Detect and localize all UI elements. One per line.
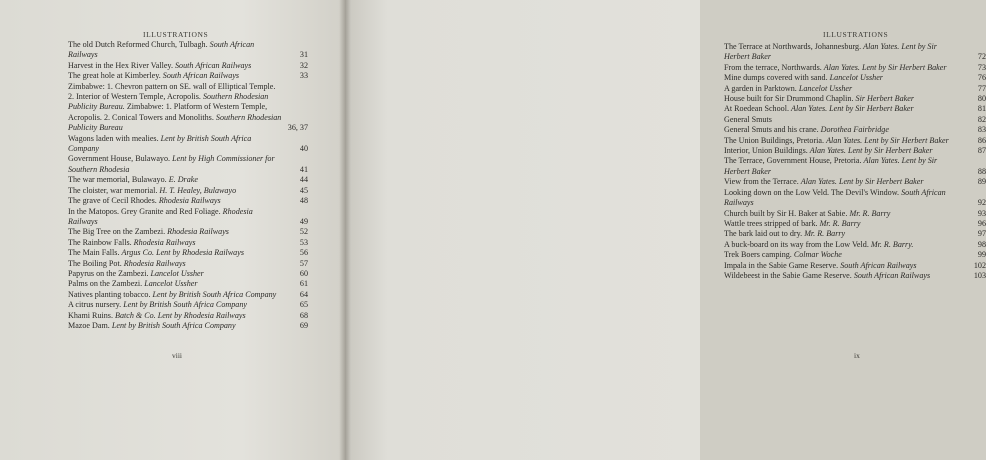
caption	[68, 238, 282, 248]
caption	[68, 279, 282, 289]
page-number: viii	[172, 351, 183, 360]
plate-page-number: 64	[299, 289, 308, 299]
list-item	[724, 73, 986, 83]
caption-title: A garden in Parktown.	[724, 83, 797, 93]
photo-credit: Rhodesia Railways	[68, 206, 253, 226]
photo-credit: H. T. Healey, Bulawayo	[159, 185, 237, 195]
list-item	[68, 238, 308, 248]
caption-title: The Terrace at Northwards, Johannesburg.	[724, 42, 862, 51]
caption-title: Harvest in the Hex River Valley.	[68, 60, 173, 70]
plate-page-number: 49	[299, 216, 308, 226]
photo-credit: Lent by British South Africa Company	[152, 289, 277, 299]
plate-page-number: 60	[299, 268, 308, 278]
caption-title: Impala in the Sabie Game Reserve.	[724, 260, 839, 270]
left-page	[0, 0, 345, 460]
photo-credit: Rhodesia Railways	[133, 237, 196, 247]
caption	[724, 250, 960, 260]
caption-title: Wagons laden with mealies.	[68, 133, 159, 143]
plate-page-number: 68	[299, 310, 308, 320]
caption	[724, 84, 960, 94]
plate-page-number: 87	[977, 146, 986, 156]
caption	[68, 311, 282, 321]
plate-page-number: 31	[299, 50, 308, 60]
list-item	[724, 104, 986, 114]
caption-title: House built for Sir Drummond Chaplin.	[724, 94, 854, 104]
caption-title: From the terrace, Northwards.	[724, 62, 822, 72]
caption-title: The Boiling Pot.	[68, 258, 122, 268]
list-item	[68, 207, 308, 228]
list-item	[68, 269, 308, 279]
list-item	[68, 196, 308, 206]
photo-credit: Mr. R. Barry	[804, 229, 846, 239]
photo-credit: Southern Rhodesian Publicity Bureau.	[68, 92, 269, 112]
caption	[68, 269, 282, 279]
list-item	[68, 248, 308, 258]
caption	[724, 240, 960, 250]
caption-title: A citrus nursery.	[68, 300, 122, 310]
plate-page-number: 98	[977, 239, 986, 249]
plate-page-number: 45	[299, 185, 308, 195]
photo-credit: Lancelot Ussher	[150, 268, 204, 278]
plate-page-number: 72	[977, 52, 986, 62]
plate-page-number: 73	[977, 62, 986, 72]
list-item	[68, 134, 308, 155]
list-item	[724, 261, 986, 271]
photo-credit: Argus Co. Lent by Rhodesia Railways	[121, 248, 244, 258]
list-item	[68, 61, 308, 71]
caption	[724, 63, 960, 73]
caption-title: Natives planting tobacco.	[68, 289, 151, 299]
plate-page-number: 76	[977, 73, 986, 83]
list-item	[68, 175, 308, 185]
photo-credit: Rhodesia Railways	[158, 196, 221, 206]
photo-credit: Alan Yates. Lent by Sir Herbert Baker	[823, 62, 947, 72]
caption	[68, 71, 282, 81]
list-item	[724, 250, 986, 260]
caption-title: General Smuts and his crane.	[724, 125, 819, 135]
list-item	[68, 321, 308, 331]
photo-credit: South African Railways	[724, 187, 946, 208]
list-item	[724, 177, 986, 187]
caption-title: View from the Terrace.	[724, 177, 799, 187]
caption-title: Zimbabwe: 1. Platform of Western Temple, Acropolis. 2. Conical Towers and Monoliths.	[68, 102, 268, 122]
photo-credit: Colmar Woche	[793, 250, 842, 260]
caption	[68, 175, 282, 185]
photo-credit: Alan Yates. Lent by Sir Herbert Baker	[724, 42, 937, 62]
caption-title: Mazoe Dam.	[68, 320, 110, 330]
list-item	[724, 156, 986, 177]
caption	[724, 219, 960, 229]
caption-title: The bark laid out to dry.	[724, 229, 803, 239]
list-item	[724, 63, 986, 73]
caption	[68, 40, 282, 61]
running-head: ILLUSTRATIONS	[143, 30, 209, 39]
photo-credit: Batch & Co. Lent by Rhodesia Railways	[115, 310, 246, 320]
plate-page-number: 40	[299, 144, 308, 154]
caption-title: The grave of Cecil Rhodes.	[68, 196, 157, 206]
caption	[724, 229, 960, 239]
caption	[724, 115, 960, 125]
caption	[724, 73, 960, 83]
plate-page-number: 36, 37	[287, 123, 308, 133]
photo-credit: Rhodesia Railways	[167, 227, 229, 237]
caption	[68, 196, 282, 206]
list-item	[68, 290, 308, 300]
plate-page-number: 96	[977, 218, 986, 228]
list-item	[724, 229, 986, 239]
list-item	[724, 42, 986, 63]
plate-page-number: 103	[973, 270, 986, 280]
caption	[68, 300, 282, 310]
photo-credit: Southern Rhodesian Publicity Bureau	[68, 112, 282, 133]
plate-page-number: 97	[977, 229, 986, 239]
list-item	[724, 136, 986, 146]
caption-title: General Smuts	[724, 114, 772, 124]
caption	[68, 186, 282, 196]
photo-credit: Lent by British South Africa Company	[123, 300, 247, 310]
caption-title: Wildebeest in the Sabie Game Reserve.	[724, 270, 852, 280]
photo-credit: Alan Yates. Lent by Sir Herbert Baker	[826, 135, 949, 145]
plate-page-number: 92	[977, 198, 986, 208]
caption-title: The Union Buildings, Pretoria.	[724, 135, 825, 145]
photo-credit: Lent by British South Africa Company	[68, 133, 252, 154]
caption-title: The Terrace, Government House, Pretoria.	[724, 156, 862, 166]
plate-page-number: 77	[977, 83, 986, 93]
plate-page-number: 81	[977, 104, 986, 114]
plate-page-number: 41	[299, 164, 308, 174]
list-item	[68, 311, 308, 321]
plate-page-number: 57	[299, 258, 308, 268]
caption-title: The Rainbow Falls.	[68, 237, 132, 247]
photo-credit: Lancelot Ussher	[144, 279, 198, 289]
list-item	[68, 186, 308, 196]
right-page	[345, 0, 986, 460]
list-item	[724, 125, 986, 135]
photo-credit: Rhodesia Railways	[123, 258, 186, 268]
caption-title: Church built by Sir H. Baker at Sabie.	[724, 208, 848, 218]
photo-credit: Lent by High Commissioner for Southern Rhodesia	[68, 154, 275, 174]
list-item	[724, 146, 986, 156]
plate-page-number: 88	[977, 166, 986, 176]
caption	[724, 104, 960, 114]
plate-page-number: 53	[299, 237, 308, 247]
caption-title: Khami Ruins.	[68, 310, 113, 320]
caption	[724, 261, 960, 271]
photo-credit: E. Drake	[168, 175, 198, 185]
caption	[68, 82, 282, 134]
caption	[724, 188, 960, 209]
plate-page-number: 80	[977, 94, 986, 104]
caption	[68, 134, 282, 155]
list-item	[724, 94, 986, 104]
photo-credit: Alan Yates. Lent by Sir Herbert Baker	[800, 177, 924, 187]
illustrations-list	[724, 42, 986, 281]
caption-title: The great hole at Kimberley.	[68, 71, 161, 81]
caption	[724, 177, 960, 187]
list-item	[724, 271, 986, 281]
photo-credit: Alan Yates. Lent by Sir Herbert Baker	[791, 104, 914, 114]
caption-title: The Big Tree on the Zambezi.	[68, 227, 166, 237]
caption-title: Papyrus on the Zambezi.	[68, 268, 149, 278]
page-number: ix	[854, 351, 860, 360]
caption	[68, 259, 282, 269]
caption-title: A buck-board on its way from the Low Veld.	[724, 239, 869, 249]
photo-credit: Dorothea Fairbridge	[820, 125, 889, 135]
list-item	[68, 40, 308, 61]
caption	[724, 209, 960, 219]
list-item	[724, 115, 986, 125]
caption-title: Interior, Union Buildings.	[724, 146, 808, 156]
plate-page-number: 32	[299, 60, 308, 70]
plate-page-number: 33	[299, 71, 308, 81]
caption	[68, 61, 282, 71]
photo-credit: South African Railways	[162, 71, 240, 81]
list-item	[68, 82, 308, 134]
caption	[724, 271, 960, 281]
illustrations-list	[68, 40, 308, 331]
caption-title: The war memorial, Bulawayo.	[68, 175, 167, 185]
photo-credit: Mr. R. Barry.	[870, 239, 914, 249]
caption	[68, 227, 282, 237]
plate-page-number: 86	[977, 135, 986, 145]
caption	[724, 146, 960, 156]
photo-credit: Lent by British South Africa Company	[111, 320, 236, 330]
plate-page-number: 56	[299, 248, 308, 258]
list-item	[724, 84, 986, 94]
plate-page-number: 83	[977, 125, 986, 135]
caption-title: Palms on the Zambezi.	[68, 279, 143, 289]
photo-credit: Alan Yates. Lent by Sir Herbert Baker	[724, 156, 938, 176]
photo-credit: Alan Yates. Lent by Sir Herbert Baker	[809, 146, 933, 156]
photo-credit: South African Railways	[68, 40, 255, 60]
photo-credit: Lancelot Ussher	[798, 83, 853, 93]
plate-page-number: 99	[977, 250, 986, 260]
caption	[724, 156, 960, 177]
plate-page-number: 69	[299, 320, 308, 330]
list-item	[68, 259, 308, 269]
photo-credit: South African Railways	[853, 270, 931, 280]
running-head: ILLUSTRATIONS	[823, 30, 889, 39]
caption-title: Trek Boers camping.	[724, 250, 792, 260]
plate-page-number: 82	[977, 114, 986, 124]
plate-page-number: 48	[299, 196, 308, 206]
photo-credit: Lancelot Ussher	[829, 73, 883, 83]
photo-credit: Mr. R. Barry	[849, 208, 891, 218]
photo-credit: Sir Herbert Baker	[855, 94, 914, 104]
plate-page-number: 44	[299, 175, 308, 185]
caption	[724, 125, 960, 135]
caption	[68, 321, 282, 331]
caption-title: At Roedean School.	[724, 104, 789, 114]
plate-page-number: 65	[299, 300, 308, 310]
caption	[724, 42, 960, 63]
photo-credit: South African Railways	[175, 60, 252, 70]
photo-credit: Mr. R. Barry	[819, 218, 861, 228]
plate-page-number: 89	[977, 177, 986, 187]
caption-title: The cloister, war memorial.	[68, 185, 158, 195]
list-item	[724, 209, 986, 219]
caption-title: Zimbabwe: 1. Chevron pattern on SE. wall of Elliptical Temple. 2. Interior of Western Temple, Acropolis.	[68, 81, 276, 102]
caption-title: The Main Falls.	[68, 248, 120, 258]
list-item	[724, 240, 986, 250]
caption-title: In the Matopos. Grey Granite and Red Foliage.	[68, 206, 221, 216]
caption-title: Government House, Bulawayo.	[68, 154, 171, 164]
list-item	[724, 219, 986, 229]
list-item	[68, 279, 308, 289]
list-item	[68, 300, 308, 310]
caption-title: The old Dutch Reformed Church, Tulbagh.	[68, 40, 208, 49]
caption-title: Looking down on the Low Veld. The Devil's Window.	[724, 187, 900, 197]
plate-page-number: 102	[973, 260, 986, 270]
caption	[68, 154, 282, 175]
list-item	[724, 188, 986, 209]
caption	[68, 207, 282, 228]
plate-page-number: 93	[977, 208, 986, 218]
photo-credit: South African Railways	[840, 260, 917, 270]
list-item	[68, 227, 308, 237]
list-item	[68, 71, 308, 81]
list-item	[68, 154, 308, 175]
plate-page-number: 61	[299, 279, 308, 289]
caption	[68, 248, 282, 258]
caption	[724, 136, 960, 146]
caption-title: Mine dumps covered with sand.	[724, 73, 828, 83]
caption	[68, 290, 282, 300]
caption-title: Wattle trees stripped of bark.	[724, 218, 818, 228]
caption	[724, 94, 960, 104]
plate-page-number: 52	[299, 227, 308, 237]
